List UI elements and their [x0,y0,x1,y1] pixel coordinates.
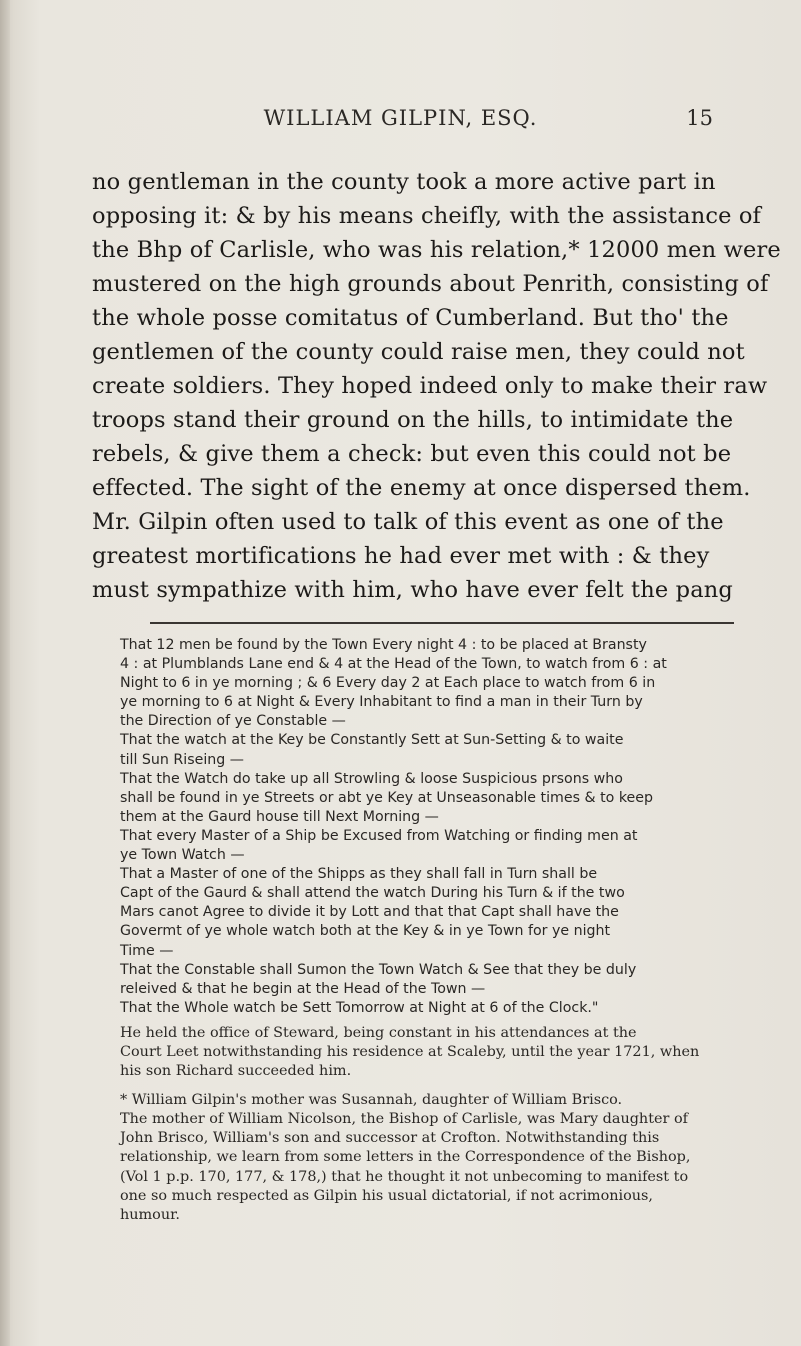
note-line: ye Town Watch — [120,847,245,864]
note-line: The mother of William Nicolson, the Bishop of Carlisle, was Mary daughter of [120,1111,688,1128]
note-line: (Vol 1 p.p. 170, 177, & 178,) that he thought it not unbecoming to manifest to [120,1168,689,1185]
note-line: Court Leet notwithstanding his residence at Scaleby, until the year 1721, when [120,1043,700,1060]
note-line: the Direction of ye Constable — [120,713,346,730]
note-line: 4 : at Plumblands Lane end & 4 at the Head of the Town, to watch from 6 : at [120,656,667,673]
text-line: no gentleman in the county took a more active part in [92,169,716,195]
note-line: John Brisco, William's son and successor at Crofton. Notwithstanding this [120,1130,660,1147]
note-line: That every Master of a Ship be Excused from Watching or finding men at [120,827,638,844]
note-line: one so much respected as Gilpin his usual dictatorial, if not acrimonious, [120,1187,654,1204]
running-head: WILLIAM GILPIN, ESQ. [263,106,538,130]
note-line: Night to 6 in ye morning ; & 6 Every day 2 at Each place to watch from 6 in [120,675,656,692]
watch-orders [120,636,740,1018]
note-line: Time — [120,942,174,959]
main-text [92,165,781,607]
text-line: rebels, & give them a check: but even this could not be [92,441,732,467]
note-line: releived & that he begin at the Head of the Town — [120,980,486,997]
note-line: * William Gilpin's mother was Susannah, daughter of William Brisco. [120,1092,623,1109]
note-line: That the Constable shall Sumon the Town Watch & See that they be duly [120,961,637,978]
page-number: 15 [686,106,713,130]
note-line: That the Whole watch be Sett Tomorrow at Night at 6 of the Clock." [120,999,599,1016]
note-line: That the Watch do take up all Strowling & loose Suspicious prsons who [120,770,623,787]
text-line: the whole posse comitatus of Cumberland. But tho' the [92,305,729,331]
text-line: opposing it: & by his means cheifly, with the assistance of [92,203,762,229]
steward-paragraph [120,1024,740,1081]
note-line: That the watch at the Key be Constantly Sett at Sun-Setting & to waite [120,732,624,749]
note-line: shall be found in ye Streets or abt ye Key at Unseasonable times & to keep [120,789,653,806]
footnote-divider [150,622,734,624]
note-line: ye morning to 6 at Night & Every Inhabitant to find a man in their Turn by [120,694,643,711]
note-line: them at the Gaurd house till Next Morning — [120,808,439,825]
text-line: create soldiers. They hoped indeed only to make their raw [92,373,768,399]
text-line: greatest mortifications he had ever met with : & they [92,543,710,569]
page-header [0,106,801,136]
footnote-brisco [120,1091,740,1225]
text-line: troops stand their ground on the hills, to intimidate the [92,407,734,433]
footnotes [120,636,740,1225]
page-gutter-shadow [0,0,10,1346]
note-line: He held the office of Steward, being constant in his attendances at the [120,1024,637,1041]
note-line: Mars canot Agree to divide it by Lott and that that Capt shall have the [120,904,619,921]
text-line: Mr. Gilpin often used to talk of this event as one of the [92,509,724,535]
note-line: Capt of the Gaurd & shall attend the watch During his Turn & if the two [120,885,625,902]
note-line: till Sun Riseing — [120,751,244,768]
note-line: relationship, we learn from some letters in the Correspondence of the Bishop, [120,1149,691,1166]
text-line: effected. The sight of the enemy at once dispersed them. [92,475,751,501]
note-line: Govermt of ye whole watch both at the Key & in ye Town for ye night [120,923,611,940]
text-line: must sympathize with him, who have ever felt the pang [92,577,733,603]
note-line: humour. [120,1206,180,1223]
text-line: the Bhp of Carlisle, who was his relation,* 12000 men were [92,237,781,263]
note-line: That a Master of one of the Shipps as they shall fall in Turn shall be [120,866,598,883]
note-line: That 12 men be found by the Town Every night 4 : to be placed at Bransty [120,637,647,653]
text-line: mustered on the high grounds about Penrith, consisting of [92,271,769,297]
note-line: his son Richard succeeded him. [120,1063,352,1080]
text-line: gentlemen of the county could raise men, they could not [92,339,745,365]
